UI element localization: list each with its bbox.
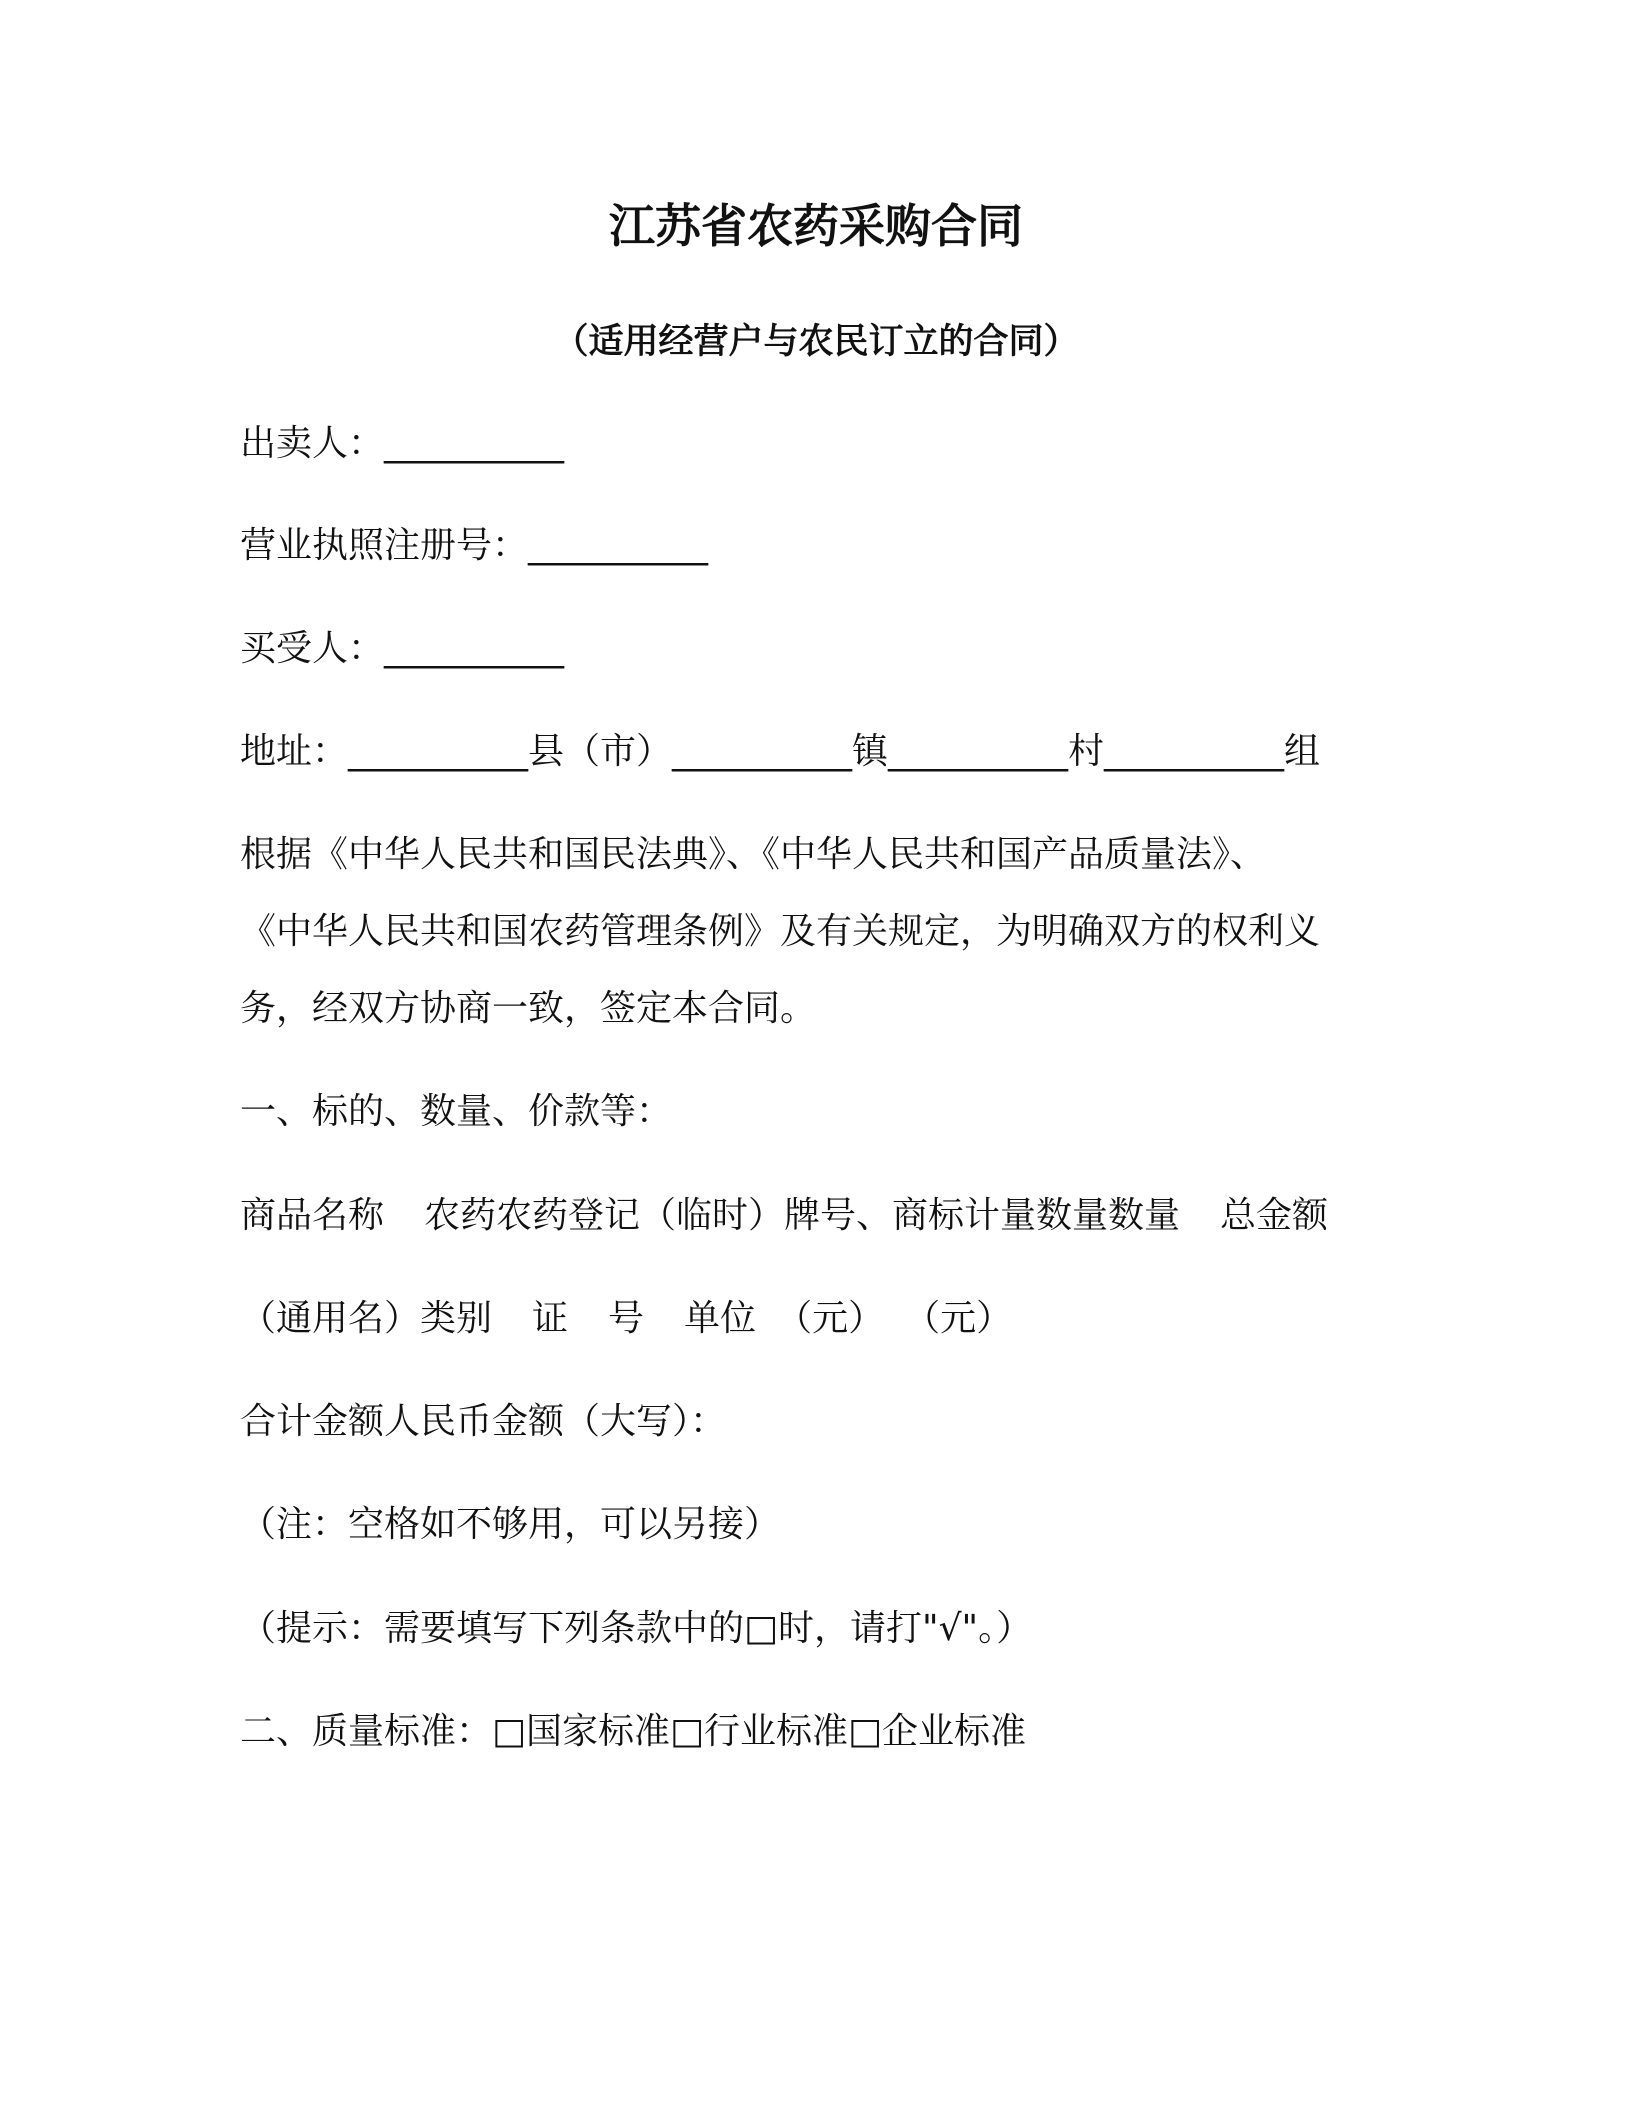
- document-title: 江苏省农药采购合同: [609, 199, 1023, 253]
- buyer-line: 买受人：__________: [240, 628, 565, 669]
- quality-standard-line: 二、质量标准：□国家标准□行业标准□企业标准: [240, 1711, 1027, 1752]
- header-generic-category: （通用名）类别: [240, 1298, 493, 1339]
- section1-heading: 一、标的、数量、价款等：: [240, 1091, 673, 1132]
- license-line: 营业执照注册号：__________: [240, 525, 709, 566]
- preamble-line-2: 《中华人民共和国农药管理条例》及有关规定，为明确双方的权利义: [240, 911, 1321, 952]
- header-cert: 证: [532, 1298, 569, 1339]
- header-yuan-1: （元）: [776, 1298, 885, 1339]
- header-registration-brand: 农药农药登记（临时）牌号、商标计量数量数量: [424, 1195, 1181, 1236]
- preamble-line-1: 根据《中华人民共和国民法典》、《中华人民共和国产品质量法》、: [240, 834, 1267, 875]
- address-line: 地址：__________县（市）__________镇__________村__________组: [240, 731, 1321, 772]
- hint-line: （提示：需要填写下列条款中的□时，请打"√"。）: [240, 1608, 1033, 1649]
- header-total-amount: 总金额: [1220, 1195, 1329, 1236]
- seller-line: 出卖人：__________: [240, 423, 565, 464]
- total-amount-line: 合计金额人民币金额（大写）：: [240, 1401, 727, 1442]
- header-yuan-2: （元）: [904, 1298, 1013, 1339]
- table-header-row-1: [240, 1192, 1370, 1240]
- table-header-row-2: [240, 1295, 1370, 1343]
- header-unit: 单位: [684, 1298, 757, 1339]
- preamble-line-3: 务，经双方协商一致，签定本合同。: [240, 988, 817, 1029]
- preamble-paragraph: [240, 816, 1370, 1047]
- note-line: （注：空格如不够用，可以另接）: [240, 1504, 781, 1545]
- document-subtitle: （适用经营户与农民订立的合同）: [553, 322, 1079, 362]
- header-number: 号: [608, 1298, 645, 1339]
- header-product-name: 商品名称: [240, 1195, 385, 1236]
